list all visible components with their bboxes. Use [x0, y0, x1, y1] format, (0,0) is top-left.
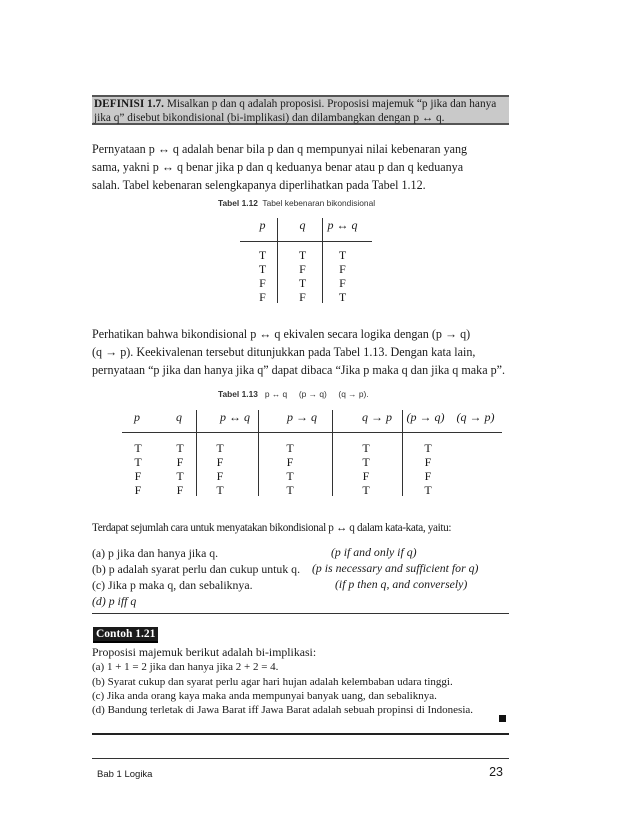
table13-divider-3 — [332, 410, 333, 496]
table13-cell: F — [176, 483, 184, 497]
page-number: 23 — [489, 765, 503, 779]
table-13-caption: Tabel 1.13 p ↔ q (p → q) (q → p). — [218, 389, 369, 399]
list-item-a-english: (p if and only if q) — [331, 545, 417, 559]
table13-cell: T — [134, 455, 142, 469]
table13-header: (p → q) (q → p) — [406, 410, 495, 424]
example-intro: Proposisi majemuk berikut adalah bi-implikasi: — [92, 645, 317, 659]
table13-cell: F — [424, 455, 432, 469]
table13-cell: F — [216, 469, 224, 483]
example-title: Contoh 1.21 — [93, 627, 158, 643]
table13-header: p → q — [287, 410, 317, 424]
table12-cell: F — [259, 290, 266, 304]
table13-cell: T — [176, 441, 184, 455]
table12-header-rule — [240, 241, 372, 242]
truth-table-12 — [240, 218, 380, 308]
table13-header: p ↔ q — [220, 410, 250, 424]
table13-header-rule — [122, 432, 502, 433]
table12-cell: F — [339, 276, 346, 290]
list-item-d: (d) p iff q — [92, 594, 137, 608]
table12-cell: T — [338, 248, 347, 262]
table13-cell: T — [424, 441, 432, 455]
table12-cell: T — [258, 262, 267, 276]
table13-cell: T — [134, 441, 142, 455]
table12-cell: F — [299, 290, 306, 304]
table13-cell: F — [216, 455, 224, 469]
list-item-c: (c) Jika p maka q, dan sebaliknya. — [92, 578, 253, 592]
truth-table-13 — [92, 410, 509, 502]
table13-cell: T — [286, 483, 294, 497]
table13-cell: T — [216, 441, 224, 455]
list-item-b: (b) p adalah syarat perlu dan cukup untuk q. — [92, 562, 301, 576]
table12-header-pq: p ↔ q — [327, 218, 358, 232]
example-item-d: (d) Bandung terletak di Jawa Barat iff Jawa Barat adalah sebuah propinsi di Indonesia. — [92, 704, 474, 716]
end-of-example-icon — [499, 715, 506, 722]
example-item-c: (c) Jika anda orang kaya maka anda mempunyai banyak uang, dan sebaliknya. — [92, 690, 437, 702]
table13-cell: T — [176, 469, 184, 483]
definition-line-1: DEFINISI 1.7. Misalkan p dan q adalah proposisi. Proposisi majemuk “p jika dan hanya — [94, 98, 497, 110]
paragraph-2: Perhatikan bahwa bikondisional p ↔ q ekivalen secara logika dengan (p → q) (q → p). Keekivalenan tersebut ditunjukkan pada Tabel 1.13. Dengan kata lain, pernyataan “p jika dan hanya jika q” dapat dibaca “Jika p maka q dan jika q maka p”. — [92, 327, 506, 377]
table12-cell: T — [258, 248, 267, 262]
table12-cell: F — [339, 262, 346, 276]
table12-cell: T — [298, 248, 307, 262]
example-bottom-rule — [92, 733, 509, 735]
table13-cell: F — [134, 469, 142, 483]
footer-chapter: Bab 1 Logika — [97, 769, 153, 780]
example-item-a: (a) 1 + 1 = 2 jika dan hanya jika 2 + 2 = 4. — [92, 661, 279, 673]
table13-header: q — [176, 410, 182, 424]
table13-divider-2 — [258, 410, 259, 496]
section-divider — [92, 613, 509, 614]
table13-cell: F — [176, 455, 184, 469]
definition-box — [92, 95, 509, 125]
footer-rule — [92, 758, 509, 759]
table13-cell: F — [424, 469, 432, 483]
table13-cell: T — [362, 455, 370, 469]
definition-line-2: jika q” disebut bikondisional (bi-implikasi) dan dilambangkan dengan p ↔ q. — [94, 112, 445, 124]
paragraph-1: Pernyataan p ↔ q adalah benar bila p dan q mempunyai nilai kebenaran yang sama, yakni p ↔ q benar jika p dan q keduanya benar atau p dan q keduanya salah. Tabel kebenaran selengkapanya diperlihatkan pada Tabel 1.12. — [92, 142, 468, 192]
table13-cell: T — [362, 441, 370, 455]
table13-header: q → p — [362, 410, 392, 424]
table13-cell: T — [286, 469, 294, 483]
table13-cell: T — [424, 483, 432, 497]
table12-cell: T — [338, 290, 347, 304]
table13-divider-1 — [196, 410, 197, 496]
table13-cell: T — [216, 483, 224, 497]
table12-cell: F — [299, 262, 306, 276]
table12-header-p: p — [259, 218, 266, 232]
table12-cell: F — [259, 276, 266, 290]
table12-cell: T — [298, 276, 307, 290]
example-item-b: (b) Syarat cukup dan syarat perlu agar hari hujan adalah kelembaban udara tinggi. — [92, 676, 453, 688]
paragraph-3: Terdapat sejumlah cara untuk menyatakan bikondisional p ↔ q dalam kata-kata, yaitu: — [92, 522, 452, 534]
table13-cell: F — [134, 483, 142, 497]
table13-cell: T — [362, 483, 370, 497]
table13-divider-4 — [402, 410, 403, 496]
table-12-caption: Tabel 1.12 Tabel kebenaran bikondisional — [218, 198, 376, 208]
table13-cell: F — [362, 469, 370, 483]
table12-header-q: q — [299, 218, 306, 232]
table13-cell: T — [286, 441, 294, 455]
table13-header: p — [134, 410, 140, 424]
table13-cell: F — [286, 455, 294, 469]
list-item-a: (a) p jika dan hanya jika q. — [92, 546, 219, 560]
list-item-b-english: (p is necessary and sufficient for q) — [312, 561, 479, 575]
list-item-c-english: (if p then q, and conversely) — [335, 577, 468, 591]
